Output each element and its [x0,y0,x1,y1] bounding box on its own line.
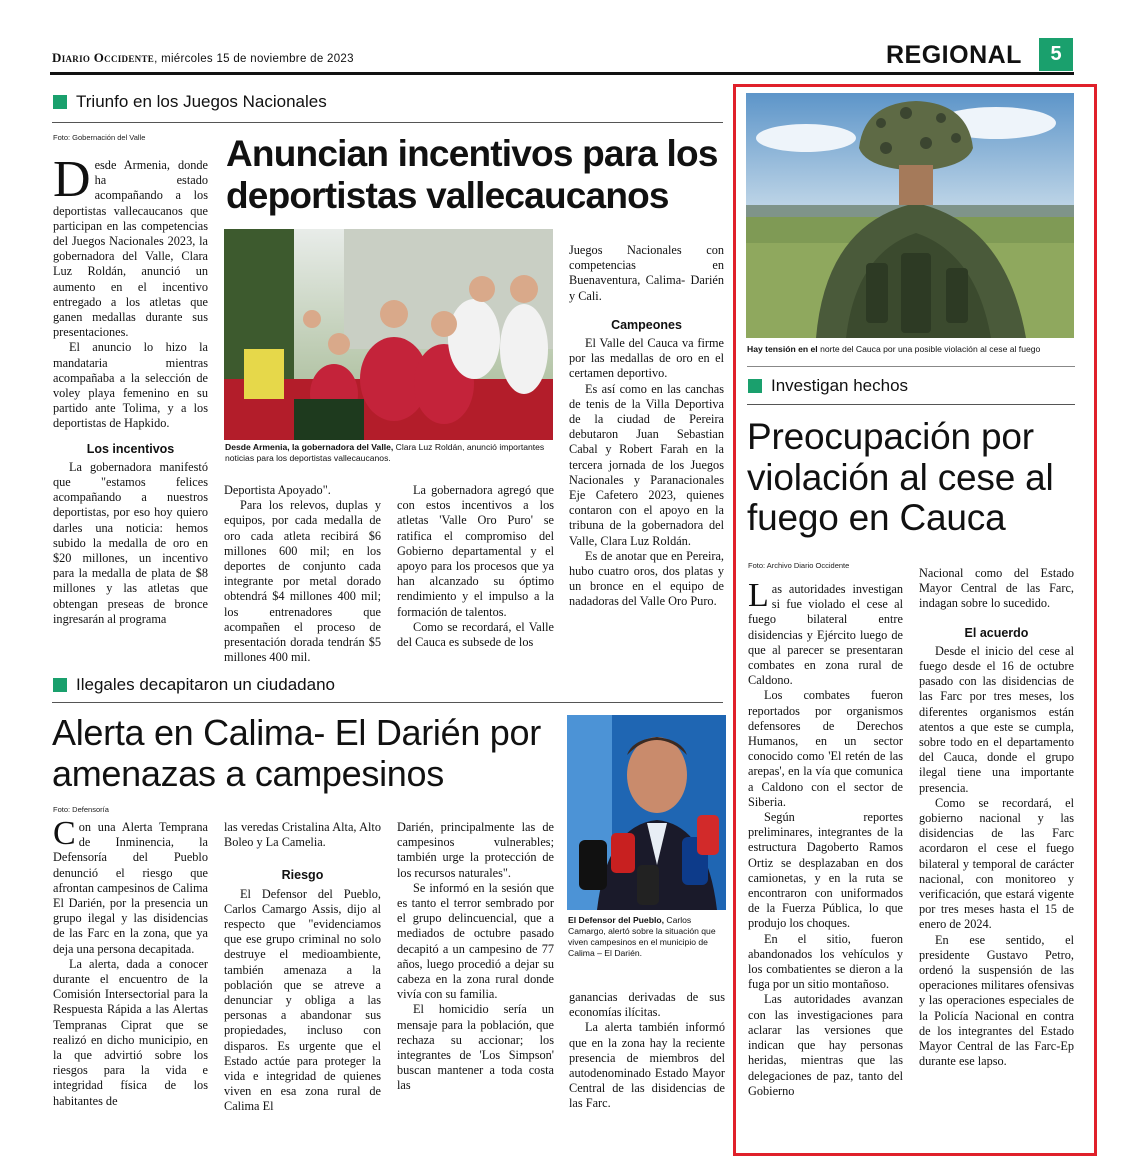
article2-column-3: Darién, principalmente las de campesinos vulnerables; también urge la protección de los recursos naturales". Se informó en la sesión que es tanto el terror sembrado por el grupo delincuencial, que a mediados de octubre pasado decapitó a un campesino de 77 años, luego procedió a dejar su cabeza en la zona rural donde vivía con su familia. El homicidio sería un mensaje para la población, que rechaza su accionar; los integrantes de 'Los Simpson' buscan mantener a toda costa las [397,820,554,1093]
photo-credit: Foto: Defensoría [53,805,109,814]
kicker-square-icon [53,678,67,692]
kicker-rule [52,702,723,703]
article1-column-2: Deportista Apoyado". Para los relevos, duplas y equipos, por cada medalla de oro cada atleta recibirá $6 millones 600 mil; en los deportes de conjunto cada integrante por metal dorado obtendrá $4 millones 400 mil; los entrenadores que acompañen el proceso de presentación dorada tendrán $5 millones 400 mil. [224,483,381,665]
photo-credit: Foto: Archivo Diario Occidente [748,561,850,570]
article2-photo [567,715,726,910]
subhead-riesgo: Riesgo [281,868,324,883]
article1-kicker: Triunfo en los Juegos Nacionales [53,92,327,112]
article1-column-3: La gobernadora agregó que con estos incentivos a los atletas 'Valle Oro Puro' se ratifica el compromiso del Gobierno departamental y el apoyo para los procesos que ya han alcanzado su óptimo rendimiento y el impulso a la formación de talentos. Como se recordará, el Valle del Cauca es subsede de los [397,483,554,650]
article2-column-4: ganancias derivadas de sus economías ilícitas. La alerta también informó que en la zona hay la reciente presencia de miembros del autodenominado Estado Mayor Central de las disidencias de las Farc. [569,990,725,1111]
masthead-rule [50,72,1074,75]
article2-kicker: Ilegales decapitaron un ciudadano [53,675,335,695]
article2-headline: Alerta en Calima- El Darién por amenazas a campesinos [52,712,541,794]
kicker-rule [747,404,1075,405]
article1-column-4: Juegos Nacionales con competencias en Buenaventura, Calima- Darién y Cali. Campeones El Valle del Cauca va firme por las medallas de oro en el certamen deportivo. Es así como en las canchas de tenis de la Villa Deportiva de la ciudad de Pereira debutaron Juan Sebastian Cabal y Robert Farah en la tercera jornada de los Juegos Nacionales y Paranacionales Eje Cafetero 2023, quienes contaron con el apoyo en la tribuna de la gobernadora del Valle, Clara Luz Roldán. Es de anotar que en Pereira, hubo cuatro oros, dos platas y un bronce en el equipo de nadadoras del Valle Oro Puro. [569,243,724,609]
article3-column-2: Nacional como del Estado Mayor Central de las Farc, indagan sobre lo sucedido. El acuerdo Desde el inicio del cese al fuego desde el 16 de octubre pasado con las disidencias de las Farc por tres meses, los diferentes organismos están atentos a que este se cumpla, sobre todo en el departamento del Cauca, donde el grupo ilegal tiene una importante presencia. Como se recordará, el gobierno nacional y las disidencias de las Farc acordaron el cese el fuego bilateral y temporal de carácter nacional, con monitoreo y verificación, que estará vigente por tres meses hasta el 15 de enero de 2024. En ese sentido, el presidente Gustavo Petro, ordenó la suspensión de las operaciones militares ofensivas y las operaciones especiales de la Policía Nacional en contra de los integrantes del Estado Mayor Central de las Farc-Ep durante ese lapso. [919,566,1074,1069]
article3-column-1: Las autoridades investigan si fue violado el cese al fuego bilateral entre disidencias y Ejército luego de que al parecer se presentaran combates en zona rural de Caldono. Los combates fueron reportados por organismos defensores de Derechos Humanos, en un sector conocido como 'El retén de las arepas', en la vía que comunica a Caldono con el sector de Siberia. Según reportes preliminares, integrantes de la estructura Dagoberto Ramos Ortiz se desplazaban en dos camionetas, y en la ruta se encontraron con uniformados de la Fuerza Pública, lo que produjo los choques. En el sitio, fueron abandonados los vehículos y los combatientes se dieron a la fuga por un sitio montañoso. Las autoridades avanzan con las investigaciones para aclarar las versiones que indican que hay personas heridas, mientras que las delegaciones de paz, tanto del Gobierno [748,577,903,1098]
article3-kicker: Investigan hechos [748,376,908,396]
article2-caption: El Defensor del Pueblo, Carlos Camargo, alertó sobre la situación que viven campesinos en el municipio de Calima – El Darién. [568,915,716,958]
masthead-date: , miércoles 15 de noviembre de 2023 [154,53,354,65]
article1-column-1: Desde Armenia, donde ha estado acompañando a los deportistas vallecaucanos que participan en las competencias del Juegos Nacionales 2023, la gobernadora del Valle, Clara Luz Roldán, anunció un aumento en el incentivo entregado a los atletas que ganen medallas durante sus presentaciones. El anuncio lo hizo la mandataria mientras acompañaba a la selección de voley playa femenino en su partido ante Tolima, y a los deportistas de Hapkido. Los incentivos La gobernadora manifestó que "estamos felices acompañando a nuestros deportistas, por eso hoy quiero darles una noticia: hemos subido la medalla de oro en $20 millones, un incentivo para la medalla de plata de $8 millones y las atletas que obtengan preseas de bronce ingresarán al programa [53,151,208,626]
kicker-square-icon [748,379,762,393]
subhead-campeones: Campeones [611,317,682,332]
article3-photo [746,93,1074,338]
section-label: REGIONAL [886,41,1022,69]
page-number-badge [1039,38,1073,71]
article3-caption: Hay tensión en el norte del Cauca por una posible violación al cese al fuego [747,344,1041,354]
article1-photo [224,229,553,440]
photo-credit: Foto: Gobernación del Valle [53,133,146,142]
article2-column-1: Con una Alerta Temprana de Inminencia, la Defensoría del Pueblo denunció el riesgo que afrontan campesinos de Calima El Darién, por la presencia un grupo ilegal y las disidencias de las Farc en la zona, que ya deja una persona decapitada. La alerta, dada a conocer durante el encuentro de la Comisión Intersectorial para la Respuesta Rápida a las Alertas Tempranas Ciprat que se realizó en dicho municipio, en la que advirtió sobre los riesgos para la vida e integridad física de los habitantes de [53,815,208,1108]
subhead-el-acuerdo: El acuerdo [964,625,1029,640]
subhead-incentivos: Los incentivos [86,441,175,456]
masthead-paper-name: Diario Occidente, miércoles 15 de noviembre de 2023 [52,50,354,65]
dropcap: D [53,151,91,208]
article1-caption: Desde Armenia, la gobernadora del Valle, Clara Luz Roldán, anunció importantes noticias para los deportistas vallecaucanos. [225,442,545,463]
dropcap: C [53,815,76,852]
caption-rule [747,366,1075,367]
dropcap: L [748,577,769,614]
article1-headline: Anuncian incentivos para los deportistas vallecaucanos [226,133,718,216]
kicker-square-icon [53,95,67,109]
page-number: 5 [1050,43,1062,65]
kicker-rule [52,122,723,123]
article2-column-2: las veredas Cristalina Alta, Alto Boleo y La Camelia. Riesgo El Defensor del Pueblo, Carlos Camargo Assis, dijo al respecto que "evidenciamos que ese grupo criminal no solo destruye el medioambiente, también amenaza a la población que se atreve a denunciar y obliga a las personas a abandonar sus propiedades, incluso con disparos. Es urgente que el Estado actúe para proteger la vida e integridad de quienes viven en esa zona rural de Calima El [224,820,381,1114]
article3-headline: Preocupación por violación al cese al fuego en Cauca [747,416,1054,538]
